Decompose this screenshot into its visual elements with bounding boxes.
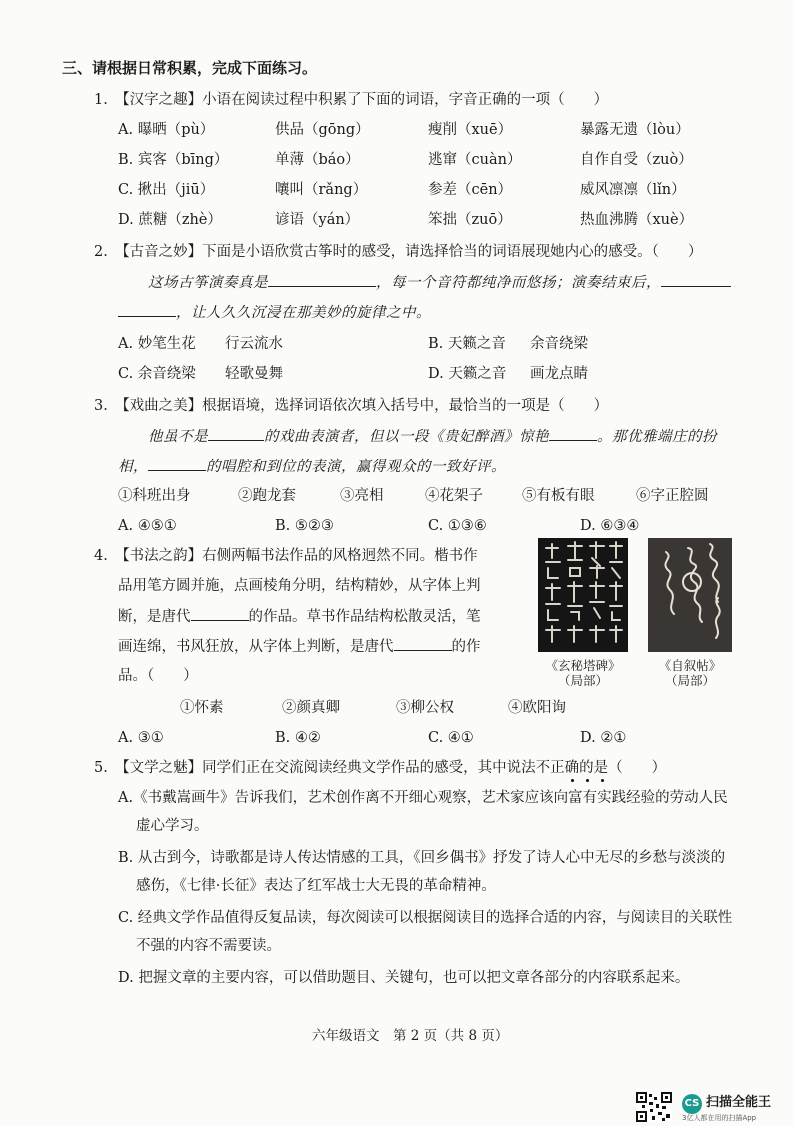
q3-opt-d: D. ⑥③④ <box>580 518 640 534</box>
q3-word-1: ①科班出身 <box>118 488 191 504</box>
q3-blank-3[interactable] <box>148 456 206 471</box>
q1-stem: 1. 【汉字之趣】小语在阅读过程中积累了下面的词语，字音正确的一项（ ） <box>94 92 609 108</box>
emphasis-dot <box>601 779 604 782</box>
q5-opt-b-line2: 感伤，《七律·长征》表达了红军战士大无畏的革命精神。 <box>136 878 496 894</box>
q3-blank-1[interactable] <box>208 426 264 441</box>
q1-opt-a-4: 暴露无遗（lòu） <box>580 122 690 138</box>
q2-opt-d-2: 画龙点睛 <box>530 366 588 382</box>
q3-word-5: ⑤有板有眼 <box>522 488 595 504</box>
q1-opt-b-3: 逃窜（cuàn） <box>428 152 522 168</box>
q3-word-4: ④花架子 <box>425 488 483 504</box>
q3-passage-line1: 他虽不是 的戏曲表演者，但以一段《贵妃醉酒》惊艳 。那优雅端庄的扮 <box>148 426 717 447</box>
q2-passage-line2: ，让人久久沉浸在那美妙的旋律之中。 <box>118 302 431 323</box>
q2-opt-c: C. 余音绕梁 <box>118 366 196 382</box>
caption-zixu-title: 《自叙帖》 <box>658 658 722 673</box>
watermark-brand: 扫描全能王 <box>706 1095 772 1110</box>
q5-opt-a-line2: 虚心学习。 <box>136 818 209 834</box>
q4-blank-1[interactable] <box>191 606 249 621</box>
regular-script-texture <box>538 538 628 652</box>
q3-blank-2[interactable] <box>549 426 597 441</box>
q5-opt-a-line1: A.《书戴嵩画牛》告诉我们，艺术创作离不开细心观察，艺术家应该向富有实践经验的劳动人民 <box>118 790 728 806</box>
caption-xuanmi-sub: （局部） <box>557 673 608 688</box>
q3-opt-b: B. ⑤②③ <box>275 518 334 534</box>
q1-opt-c-3: 参差（cēn） <box>428 182 513 198</box>
emphasis-dot <box>571 779 574 782</box>
q1-opt-b-1: B. 宾客（bīng） <box>118 152 229 168</box>
q2-passage-line1: 这场古筝演奏真是 ，每一个音符都纯净而悠扬；演奏结束后， <box>148 272 731 293</box>
emphasis-dot <box>586 779 589 782</box>
q2-opt-c-2: 轻歌曼舞 <box>225 366 283 382</box>
q4-opt-a: A. ③① <box>118 730 164 746</box>
camscanner-logo-icon: CS <box>682 1094 702 1114</box>
q1-opt-a-1: A. 曝晒（pù） <box>118 122 215 138</box>
q4-opt-b: B. ④② <box>275 730 321 746</box>
q3-word-3: ③亮相 <box>340 488 384 504</box>
cursive-script-texture <box>648 538 732 652</box>
caption-xuanmi-title: 《玄秘塔碑》 <box>545 658 621 673</box>
q4-line1: 4. 【书法之韵】右侧两幅书法作品的风格迥然不同。楷书作 <box>94 548 478 564</box>
q2-stem: 2. 【古音之妙】下面是小语欣赏古筝时的感受，请选择恰当的词语展现她内心的感受。（ ） <box>94 244 703 260</box>
q5-stem: 5. 【文学之魅】同学们正在交流阅读经典文学作品的感受，其中说法不正确的是（ ） <box>94 760 667 776</box>
q5-opt-d-line1: D. 把握文章的主要内容，可以借助题目、关键句，也可以把文章各部分的内容联系起来。 <box>118 970 690 986</box>
q4-line2: 品用笔方圆并施，点画棱角分明，结构精妙，从字体上判 <box>118 578 481 594</box>
q1-opt-c-2: 嚷叫（rǎng） <box>275 182 368 198</box>
q2-opt-d: D. 天籁之音 <box>428 366 507 382</box>
q4-line4: 画连绵，书风狂放，从字体上判断，是唐代 的作 <box>118 636 481 657</box>
q2-opt-b: B. 天籁之音 <box>428 336 506 352</box>
q1-opt-b-4: 自作自受（zuò） <box>580 152 693 168</box>
q3-opt-c: C. ①③⑥ <box>428 518 487 534</box>
q2-blank-3[interactable] <box>118 302 176 317</box>
q1-opt-b-2: 单薄（báo） <box>275 152 360 168</box>
q3-word-6: ⑥字正腔圆 <box>636 488 709 504</box>
qr-pattern <box>636 1092 672 1122</box>
q2-blank-1[interactable] <box>268 272 376 287</box>
q4-name-4: ④欧阳询 <box>508 700 566 716</box>
q3-opt-a: A. ④⑤① <box>118 518 177 534</box>
calligraphy-xuanmi-image <box>538 538 628 652</box>
q1-opt-d-1: D. 蔗糖（zhè） <box>118 212 222 228</box>
q4-opt-c: C. ④① <box>428 730 474 746</box>
page-footer: 六年级语文 第 2 页（共 8 页） <box>312 1028 509 1044</box>
q1-opt-c-4: 威风凛凛（lǐn） <box>580 182 686 198</box>
q1-opt-d-4: 热血沸腾（xuè） <box>580 212 694 228</box>
q4-opt-d: D. ②① <box>580 730 627 746</box>
q3-stem: 3. 【戏曲之美】根据语境，选择词语依次填入括号中，最恰当的一项是（ ） <box>94 398 609 414</box>
q1-opt-d-3: 笨拙（zuō） <box>428 212 512 228</box>
q4-name-3: ③柳公权 <box>396 700 454 716</box>
q2-blank-2[interactable] <box>661 272 731 287</box>
q4-blank-2[interactable] <box>394 636 452 651</box>
q1-opt-d-2: 谚语（yán） <box>275 212 360 228</box>
q3-word-2: ②跑龙套 <box>238 488 296 504</box>
q1-opt-a-2: 供品（gōng） <box>275 122 370 138</box>
q4-name-1: ①怀素 <box>180 700 224 716</box>
q5-opt-c-line2: 不强的内容不需要读。 <box>136 938 281 954</box>
section-title: 三、请根据日常积累，完成下面练习。 <box>62 59 318 77</box>
q2-opt-a: A. 妙笔生花 <box>118 336 196 352</box>
q1-opt-a-3: 瘦削（xuē） <box>428 122 513 138</box>
qr-code-icon <box>636 1092 672 1122</box>
q5-opt-b-line1: B. 从古到今，诗歌都是诗人传达情感的工具，《回乡偶书》抒发了诗人心中无尽的乡愁与淡淡的 <box>118 850 726 866</box>
q4-line5: 品。（ ） <box>118 668 198 684</box>
q3-passage-line2: 相， 的唱腔和到位的表演，赢得观众的一致好评。 <box>118 456 506 477</box>
q4-name-2: ②颜真卿 <box>282 700 340 716</box>
watermark-tagline: 3亿人都在用的扫描App <box>682 1114 757 1122</box>
caption-zixu-sub: （局部） <box>664 673 715 688</box>
calligraphy-zixu-image <box>648 538 732 652</box>
q4-line3: 断，是唐代 的作品。草书作品结构松散灵活，笔 <box>118 606 481 627</box>
q2-opt-b-2: 余音绕梁 <box>530 336 588 352</box>
q5-opt-c-line1: C. 经典文学作品值得反复品读，每次阅读可以根据阅读目的选择合适的内容，与阅读目的关联性 <box>118 910 733 926</box>
q1-opt-c-1: C. 揪出（jiū） <box>118 182 215 198</box>
q2-opt-a-2: 行云流水 <box>225 336 283 352</box>
